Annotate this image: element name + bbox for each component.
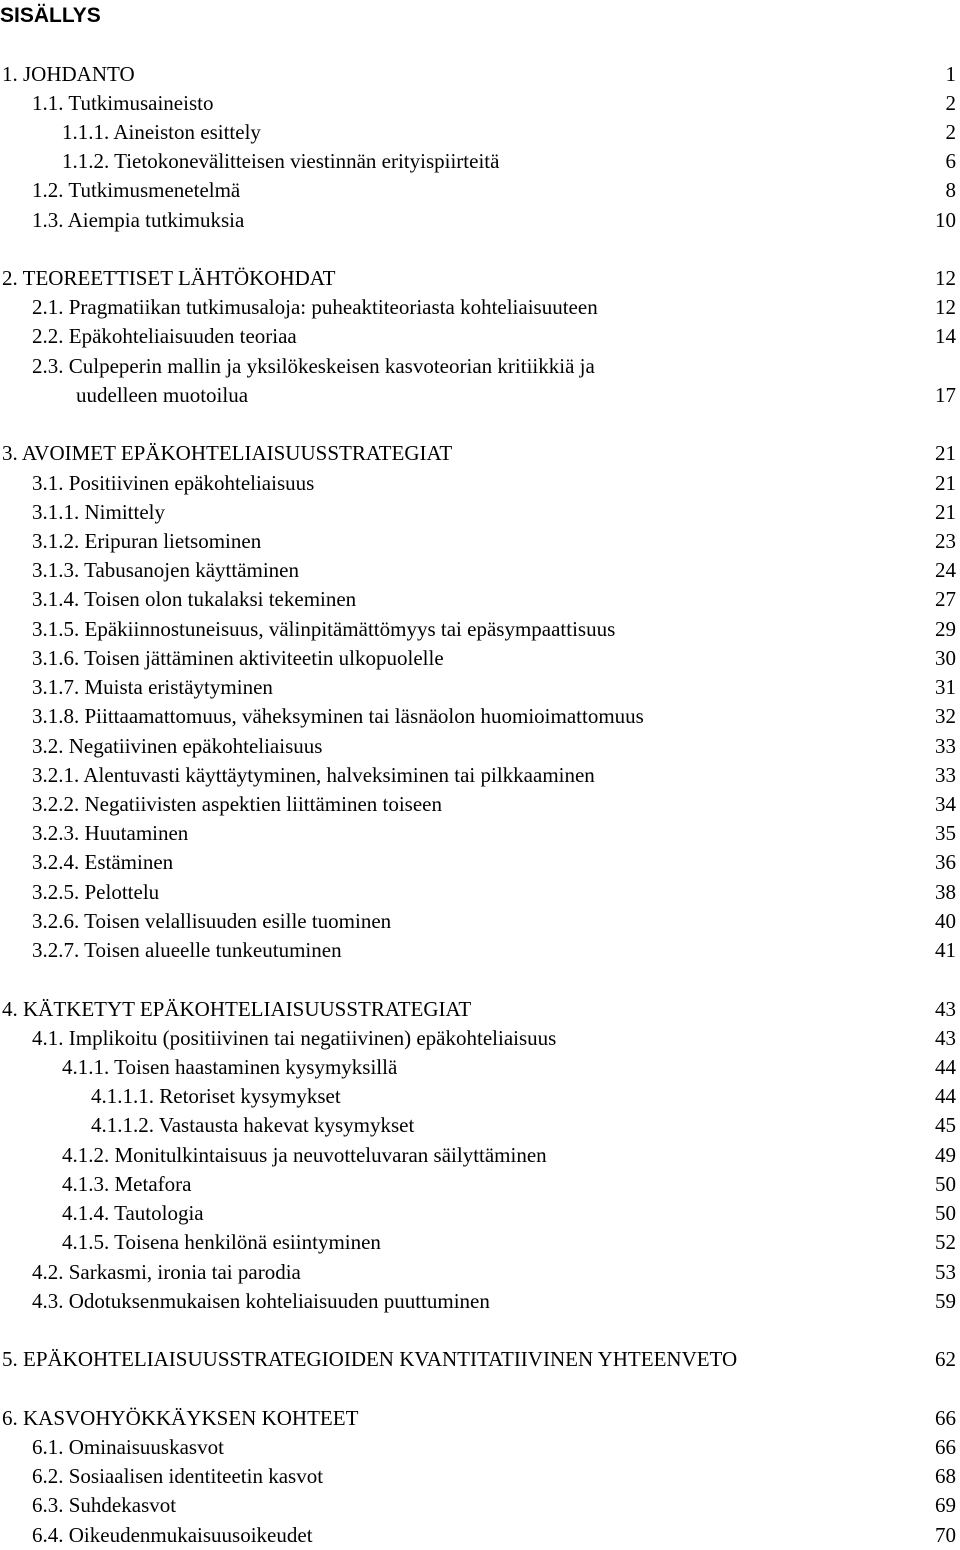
toc-entry-title: uudelleen muotoilua — [76, 382, 249, 407]
toc-entry[interactable] — [0, 118, 960, 147]
toc-entry-page-number: 50 — [935, 1171, 956, 1196]
toc-entry-page-number: 27 — [935, 587, 956, 612]
toc-entry-title: 3.1.5. Epäkiinnostuneisuus, välinpitämättömyys tai epäsympaattisuus — [32, 616, 616, 641]
toc-entry[interactable] — [0, 907, 960, 936]
toc-entry[interactable] — [0, 878, 960, 907]
toc-entry-title: 4.1. Implikoitu (positiivinen tai negatiivinen) epäkohteliaisuus — [32, 1025, 557, 1050]
toc-entry-title: 6.4. Oikeudenmukaisuusoikeudet — [32, 1522, 313, 1547]
toc-entry-title: 3.1.3. Tabusanojen käyttäminen — [32, 558, 300, 583]
toc-entry-title: 3.2.7. Toisen alueelle tunkeutuminen — [32, 938, 342, 963]
toc-entry-title: 4.1.5. Toisena henkilönä esiintyminen — [62, 1230, 381, 1255]
toc-entry-title: 3.2.4. Estäminen — [32, 850, 174, 875]
toc-entry-title: 1.1.2. Tietokonevälitteisen viestinnän erityispiirteitä — [62, 149, 500, 174]
toc-entry-title: 3. AVOIMET EPÄKOHTELIAISUUSSTRATEGIAT — [2, 441, 453, 466]
toc-entry-title: 3.2.1. Alentuvasti käyttäytyminen, halveksiminen tai pilkkaaminen — [32, 762, 595, 787]
toc-entry-page-number: 59 — [935, 1288, 956, 1313]
toc-entry-page-number: 62 — [935, 1347, 956, 1372]
toc-entry[interactable] — [0, 1258, 960, 1287]
toc-entry[interactable] — [0, 293, 960, 322]
toc-entry-title: 3.2. Negatiivinen epäkohteliaisuus — [32, 733, 323, 758]
toc-entry[interactable] — [0, 1141, 960, 1170]
toc-entry-page-number: 70 — [935, 1522, 956, 1547]
toc-entry[interactable] — [0, 322, 960, 351]
toc-entry-page-number: 66 — [935, 1405, 956, 1430]
toc-entry[interactable] — [0, 848, 960, 877]
toc-entry-page-number: 66 — [935, 1434, 956, 1459]
toc-entry-page-number: 29 — [935, 616, 956, 641]
toc-entry-title: 4.3. Odotuksenmukaisen kohteliaisuuden puuttuminen — [32, 1288, 490, 1313]
toc-entry-page-number: 23 — [935, 529, 956, 554]
toc-entry-title: 4. KÄTKETYT EPÄKOHTELIAISUUSSTRATEGIAT — [2, 996, 472, 1021]
toc-entry[interactable] — [0, 673, 960, 702]
toc-entry-page-number: 50 — [935, 1201, 956, 1226]
toc-entry-page-number: 12 — [935, 295, 956, 320]
toc-entry-title: 1.1.1. Aineiston esittely — [62, 119, 261, 144]
toc-entry-page-number: 2 — [945, 90, 956, 115]
toc-entry[interactable] — [0, 176, 960, 205]
toc-entry-title: 6.1. Ominaisuuskasvot — [32, 1434, 224, 1459]
toc-entry[interactable] — [0, 615, 960, 644]
toc-entry-page-number: 1 — [945, 61, 956, 86]
toc-entry-page-number: 45 — [935, 1113, 956, 1138]
toc-entry[interactable] — [0, 1491, 960, 1520]
toc-entry[interactable] — [0, 1199, 960, 1228]
toc-entry-page-number: 21 — [935, 499, 956, 524]
toc-entry-page-number: 17 — [935, 382, 956, 407]
toc-entry-page-number: 6 — [945, 149, 956, 174]
toc-entry[interactable] — [0, 147, 960, 176]
toc-entry[interactable] — [0, 1345, 960, 1374]
toc-entry-title: 6.2. Sosiaalisen identiteetin kasvot — [32, 1464, 324, 1489]
toc-entry[interactable] — [0, 819, 960, 848]
toc-entry-page-number: 12 — [935, 266, 956, 291]
toc-entry[interactable] — [0, 381, 960, 410]
toc-entry[interactable] — [0, 790, 960, 819]
toc-entry-title: 4.1.4. Tautologia — [62, 1201, 204, 1226]
toc-entry-page-number: 30 — [935, 645, 956, 670]
toc-entry-title: 1.3. Aiempia tutkimuksia — [32, 207, 245, 232]
toc-entry[interactable] — [0, 60, 960, 89]
toc-entry[interactable] — [0, 644, 960, 673]
toc-entry[interactable] — [0, 556, 960, 585]
toc-entry-page-number: 53 — [935, 1259, 956, 1284]
toc-entry-title: 4.1.3. Metafora — [62, 1171, 192, 1196]
toc-entry[interactable] — [0, 206, 960, 235]
toc-entry-page-number: 36 — [935, 850, 956, 875]
toc-entry-page-number: 24 — [935, 558, 956, 583]
toc-entry[interactable] — [0, 264, 960, 293]
toc-entry-page-number: 41 — [935, 938, 956, 963]
toc-entry-page-number: 40 — [935, 908, 956, 933]
toc-entry-page-number: 35 — [935, 821, 956, 846]
toc-entry[interactable] — [0, 1404, 960, 1433]
toc-entry-page-number: 2 — [945, 119, 956, 144]
toc-entry-page-number: 52 — [935, 1230, 956, 1255]
toc-entry-title: 4.1.2. Monitulkintaisuus ja neuvotteluvaran säilyttäminen — [62, 1142, 547, 1167]
toc-entry[interactable] — [0, 352, 960, 381]
toc-entry[interactable] — [0, 1111, 960, 1140]
toc-entry-page-number: 49 — [935, 1142, 956, 1167]
toc-entry[interactable] — [0, 995, 960, 1024]
toc-entry[interactable] — [0, 469, 960, 498]
page-title: SISÄLLYS — [0, 4, 101, 27]
toc-entry-title: 3.2.5. Pelottelu — [32, 879, 160, 904]
toc-entry-page-number: 44 — [935, 1084, 956, 1109]
toc-entry-title: 1.1. Tutkimusaineisto — [32, 90, 214, 115]
toc-entry-title: 6. KASVOHYÖKKÄYKSEN KOHTEET — [2, 1405, 359, 1430]
toc-entry-title: 3.1.6. Toisen jättäminen aktiviteetin ulkopuolelle — [32, 645, 444, 670]
toc-entry[interactable] — [0, 585, 960, 614]
toc-entry-page-number: 43 — [935, 1025, 956, 1050]
toc-entry-page-number: 32 — [935, 704, 956, 729]
toc-entry-title: 2.3. Culpeperin mallin ja yksilökeskeisen kasvoteorian kritiikkiä ja — [32, 353, 595, 378]
toc-entry-page-number: 14 — [935, 324, 956, 349]
toc-entry-title: 1.2. Tutkimusmenetelmä — [32, 178, 241, 203]
toc-entry-title: 3.2.6. Toisen velallisuuden esille tuominen — [32, 908, 392, 933]
toc-entry[interactable] — [0, 498, 960, 527]
toc-entry-title: 4.2. Sarkasmi, ironia tai parodia — [32, 1259, 301, 1284]
toc-entry-page-number: 21 — [935, 470, 956, 495]
toc-entry-page-number: 43 — [935, 996, 956, 1021]
toc-entry-page-number: 38 — [935, 879, 956, 904]
toc-entry-page-number: 21 — [935, 441, 956, 466]
toc-entry[interactable] — [0, 702, 960, 731]
toc-entry-title: 3.2.3. Huutaminen — [32, 821, 189, 846]
toc-entry-title: 3.1.8. Piittaamattomuus, väheksyminen tai läsnäolon huomioimattomuus — [32, 704, 644, 729]
toc-entry-title: 5. EPÄKOHTELIAISUUSSTRATEGIOIDEN KVANTITATIIVINEN YHTEENVETO — [2, 1347, 738, 1372]
toc-entry[interactable] — [0, 89, 960, 118]
toc-entry[interactable] — [0, 1287, 960, 1316]
toc-entry-page-number: 8 — [945, 178, 956, 203]
toc-entry[interactable] — [0, 1521, 960, 1550]
toc-entry-title: 1. JOHDANTO — [2, 61, 135, 86]
toc-entry[interactable] — [0, 1228, 960, 1257]
toc-entry[interactable] — [0, 1024, 960, 1053]
toc-entry-title: 3.1.1. Nimittely — [32, 499, 165, 524]
toc-entry[interactable] — [0, 732, 960, 761]
toc-entry-title: 2.2. Epäkohteliaisuuden teoriaa — [32, 324, 297, 349]
toc-entry-title: 2. TEOREETTISET LÄHTÖKOHDAT — [2, 266, 336, 291]
toc-entry-title: 3.1.2. Eripuran lietsominen — [32, 529, 262, 554]
toc-entry-page-number: 31 — [935, 675, 956, 700]
toc-entry[interactable] — [0, 1170, 960, 1199]
toc-entry-page-number: 34 — [935, 792, 956, 816]
toc-entry[interactable] — [0, 1462, 960, 1491]
toc-entry[interactable] — [0, 1082, 960, 1111]
toc-entry-page-number: 10 — [935, 207, 956, 232]
toc-entry[interactable] — [0, 1433, 960, 1462]
toc-entry[interactable] — [0, 1053, 960, 1082]
toc-entry[interactable] — [0, 761, 960, 790]
toc-entry-title: 3.1.4. Toisen olon tukalaksi tekeminen — [32, 587, 357, 612]
toc-entry[interactable] — [0, 936, 960, 965]
toc-entry-title: 4.1.1.1. Retoriset kysymykset — [91, 1084, 341, 1109]
toc-entry-page-number: 68 — [935, 1464, 956, 1489]
toc-entry-title: 2.1. Pragmatiikan tutkimusaloja: puheaktiteoriasta kohteliaisuuteen — [32, 295, 598, 320]
toc-entry-page-number: 44 — [935, 1054, 956, 1079]
toc-entry-title: 4.1.1. Toisen haastaminen kysymyksillä — [62, 1054, 398, 1079]
toc-entry-title: 3.1.7. Muista eristäytyminen — [32, 675, 273, 700]
toc-entry-title: 3.2.2. Negatiivisten aspektien liittäminen toiseen — [32, 792, 442, 816]
toc-entry-page-number: 33 — [935, 762, 956, 787]
toc-entry-title: 6.3. Suhdekasvot — [32, 1493, 177, 1518]
toc-entry-title: 4.1.1.2. Vastausta hakevat kysymykset — [91, 1113, 415, 1138]
toc-entry-page-number: 33 — [935, 733, 956, 758]
toc-entry[interactable] — [0, 439, 960, 468]
toc-entry-title: 3.1. Positiivinen epäkohteliaisuus — [32, 470, 315, 495]
toc-entry-page-number: 69 — [935, 1493, 956, 1518]
toc-entry[interactable] — [0, 527, 960, 556]
